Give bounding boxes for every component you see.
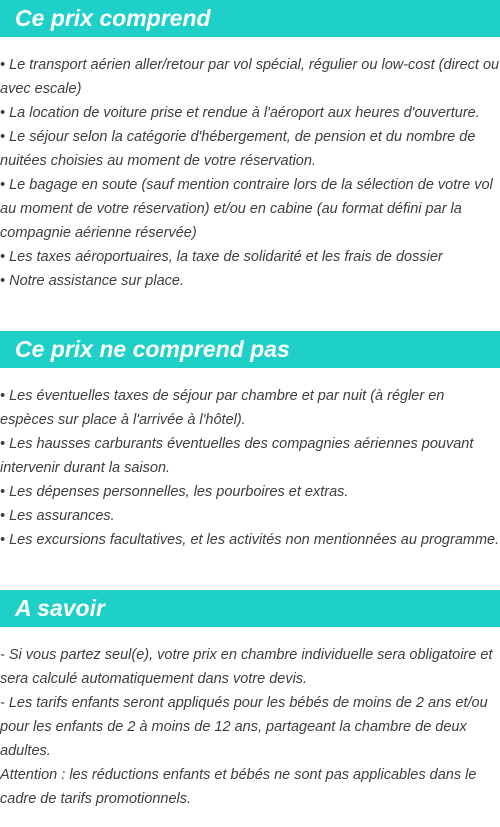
- list-item: • Le bagage en soute (sauf mention contraire lors de la sélection de votre vol au moment de votre réservation) et/ou en cabine (au format défini par la compagnie aérienne réservée): [0, 177, 493, 241]
- list-item: - Les tarifs enfants seront appliqués pour les bébés de moins de 2 ans et/ou pour les enfants de 2 à moins de 12 ans, partageant la chambre de deux adultes.: [0, 695, 488, 759]
- section-title-good-to-know: A savoir: [0, 590, 500, 627]
- list-item: • Le séjour selon la catégorie d'hébergement, de pension et du nombre de nuitées choisies au moment de votre réservation.: [0, 129, 476, 169]
- section-title-not-included: Ce prix ne comprend pas: [0, 331, 500, 368]
- section-title-included: Ce prix comprend: [0, 0, 500, 37]
- section-good-to-know: [0, 590, 500, 811]
- list-item: • Les taxes aéroportuaires, la taxe de solidarité et les frais de dossier: [0, 249, 443, 265]
- list-item: Attention : les réductions enfants et bébés ne sont pas applicables dans le cadre de tarifs promotionnels.: [0, 767, 477, 807]
- list-item: • Le transport aérien aller/retour par vol spécial, régulier ou low-cost (direct ou avec escale): [0, 57, 500, 97]
- included-list: [0, 37, 500, 293]
- section-not-included: [0, 331, 500, 552]
- list-item: • Les dépenses personnelles, les pourboires et extras.: [0, 484, 349, 500]
- list-item: • Notre assistance sur place.: [0, 273, 184, 289]
- good-to-know-list: [0, 627, 500, 811]
- section-included: [0, 0, 500, 293]
- list-item: • La location de voiture prise et rendue à l'aéroport aux heures d'ouverture.: [0, 105, 480, 121]
- not-included-list: [0, 368, 500, 552]
- list-item: • Les assurances.: [0, 508, 115, 524]
- list-item: • Les hausses carburants éventuelles des compagnies aériennes pouvant intervenir durant la saison.: [0, 436, 474, 476]
- list-item: • Les éventuelles taxes de séjour par chambre et par nuit (à régler en espèces sur place à l'arrivée à l'hôtel).: [0, 388, 445, 428]
- list-item: - Si vous partez seul(e), votre prix en chambre individuelle sera obligatoire et sera calculé automatiquement dans votre devis.: [0, 647, 493, 687]
- list-item: • Les excursions facultatives, et les activités non mentionnées au programme.: [0, 532, 500, 548]
